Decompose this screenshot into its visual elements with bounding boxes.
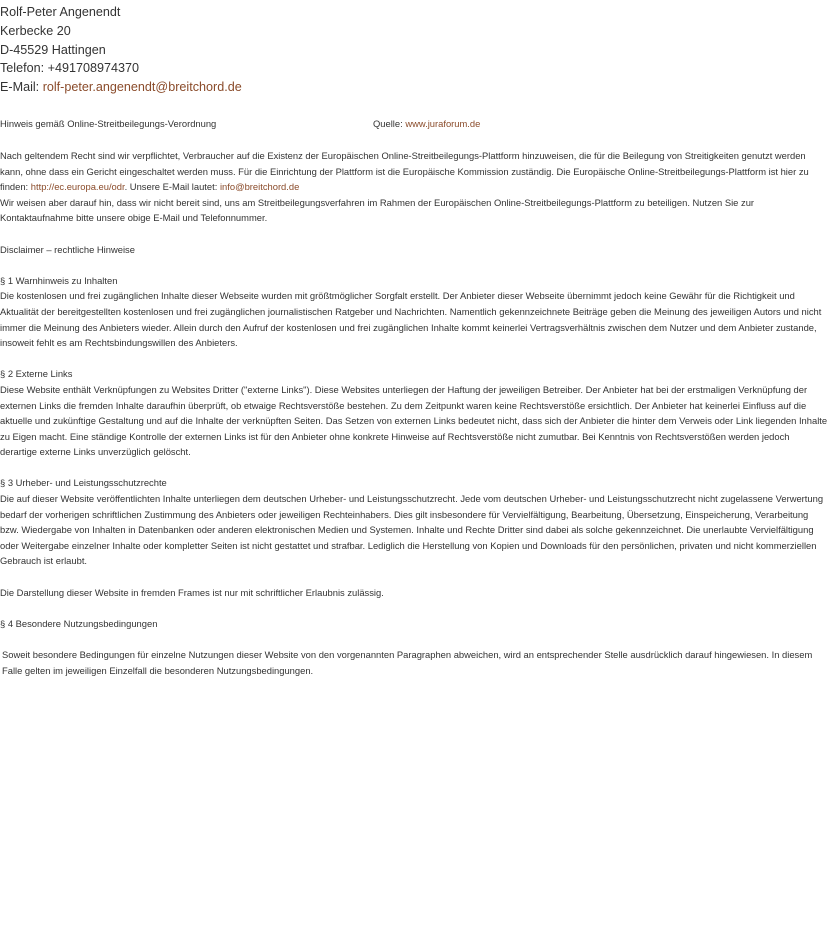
odr-text-2: . Unsere E-Mail lautet: (124, 181, 220, 193)
section2-heading: § 2 Externe Links (0, 368, 73, 380)
section1-heading: § 1 Warnhinweis zu Inhalten (0, 274, 118, 286)
contact-phone: Telefon: +491708974370 (0, 61, 140, 76)
contact-name: Rolf-Peter Angenendt (0, 5, 121, 19)
section2-text: Diese Website enthält Verknüpfungen zu Websites Dritter ("externe Links"). Diese Websites unterliegen der Haftung der jeweiligen Betreiber. Der Anbieter hat bei der erstmaligen Verknüpfung der externen Links die fremden Inhalte daraufhin überprüft, ob etwaige Rechtsverstöße bestehen. Zu dem Zeitpunkt waren keine Rechtsverstöße ersichtlich. Der Anbieter hat keinerlei Einfluss auf die aktuelle und zukünftige Gestaltung und auf die Inhalte der verknüpften Seiten. Das Setzen von externen Links bedeutet nicht, dass sich der Anbieter die hinter dem Verweis oder Link liegenden Inhalte zu Eigen macht. Eine ständige Kontrolle der externen Links ist für den Anbieter ohne konkrete Hinweise auf Rechtsverstöße nicht zumutbar. Bei Kenntnis von Rechtsverstößen werden jedoch derartige externe Links unverzüglich gelöscht. (0, 383, 828, 458)
section3-heading: § 3 Urheber- und Leistungsschutzrechte (0, 477, 167, 489)
section4-heading: § 4 Besondere Nutzungsbedingungen (0, 617, 158, 629)
contact-email-label: E-Mail: (0, 80, 43, 95)
odr-text-1: Nach geltendem Recht sind wir verpflichtet, Verbraucher auf die Existenz der Europäischen Online-Streitbeilegungs-Plattform hinzuweisen, die für die Beilegung von Streitigkeiten genutzt werden kann, ohne dass ein Gericht eingeschaltet werden muss. Für die Einrichtung der Plattform ist die Europäische Kommission zuständig. Die Europäische Online-Streitbeilegungs-Plattform ist hier zu finden: (0, 150, 809, 193)
disclaimer-title: Disclaimer – rechtliche Hinweise (0, 243, 135, 255)
legal-body (0, 148, 828, 678)
section4-text: Soweit besondere Bedingungen für einzelne Nutzungen dieser Website von den vorgenannten Paragraphen abweichen, wird an entsprechender Stelle ausdrücklich darauf hingewiesen. In diesem Falle gelten im jeweiligen Einzelfall die besonderen Nutzungsbedingungen. (2, 649, 813, 676)
odr-paragraph-2: Wir weisen aber darauf hin, dass wir nicht bereit sind, uns am Streitbeilegungsverfahren im Rahmen der Europäischen Online-Streitbeilegungs-Plattform zu beteiligen. Nutzen Sie zur Kontaktaufnahme bitte unsere obige E-Mail und Telefonnummer. (0, 196, 755, 224)
hinweis-title: Hinweis gemäß Online-Streitbeilegungs-Verordnung (0, 118, 217, 129)
odr-email-link[interactable]: info@breitchord.de (219, 181, 300, 193)
odr-link[interactable]: http://ec.europa.eu/odr (30, 181, 125, 193)
contact-street: Kerbecke 20 (0, 23, 71, 38)
frames-notice: Die Darstellung dieser Website in fremden Frames ist nur mit schriftlicher Erlaubnis zulässig. (0, 586, 384, 598)
contact-email-link[interactable]: rolf-peter.angenendt@breitchord.de (42, 80, 242, 95)
section1-text: Die kostenlosen und frei zugänglichen Inhalte dieser Webseite wurden mit größtmöglicher Sorgfalt erstellt. Der Anbieter dieser Webseite übernimmt jedoch keine Gewähr für die Richtigkeit und Aktualität der bereitgestellten kostenlosen und frei zugänglichen journalistischen Ratgeber und Nachrichten. Namentlich gekennzeichnete Beiträge geben die Meinung des jeweiligen Autors und nicht immer die Meinung des Anbieters wieder. Allein durch den Aufruf der kostenlosen und frei zugänglichen Inhalte kommt keinerlei Vertragsverhältnis zwischen dem Nutzer und dem Anbieter zustande, insoweit fehlt es am Rechtsbindungswillen des Anbieters. (0, 290, 822, 349)
contact-email-line (0, 78, 828, 97)
contact-block (0, 3, 828, 97)
hinweis-source (373, 117, 480, 131)
contact-city: D-45529 Hattingen (0, 42, 106, 57)
odr-paragraph (0, 148, 828, 195)
source-link[interactable]: www.juraforum.de (405, 118, 481, 129)
source-label: Quelle: (373, 118, 406, 129)
hinweis-row (0, 117, 828, 131)
section3-text: Die auf dieser Website veröffentlichten Inhalte unterliegen dem deutschen Urheber- und Leistungsschutzrecht. Jede vom deutschen Urheber- und Leistungsschutzrecht nicht zugelassene Verwertung bedarf der vorherigen schriftlichen Zustimmung des Anbieters oder jeweiligen Rechteinhabers. Dies gilt insbesondere für Vervielfältigung, Bearbeitung, Übersetzung, Einspeicherung, Verarbeitung bzw. Wiedergabe von Inhalten in Datenbanken oder anderen elektronischen Medien und Systemen. Inhalte und Rechte Dritter sind dabei als solche gekennzeichnet. Die unerlaubte Vervielfältigung oder Weitergabe einzelner Inhalte oder kompletter Seiten ist nicht gestattet und strafbar. Lediglich die Herstellung von Kopien und Downloads für den persönlichen, privaten und nicht kommerziellen Gebrauch ist erlaubt. (0, 493, 824, 567)
